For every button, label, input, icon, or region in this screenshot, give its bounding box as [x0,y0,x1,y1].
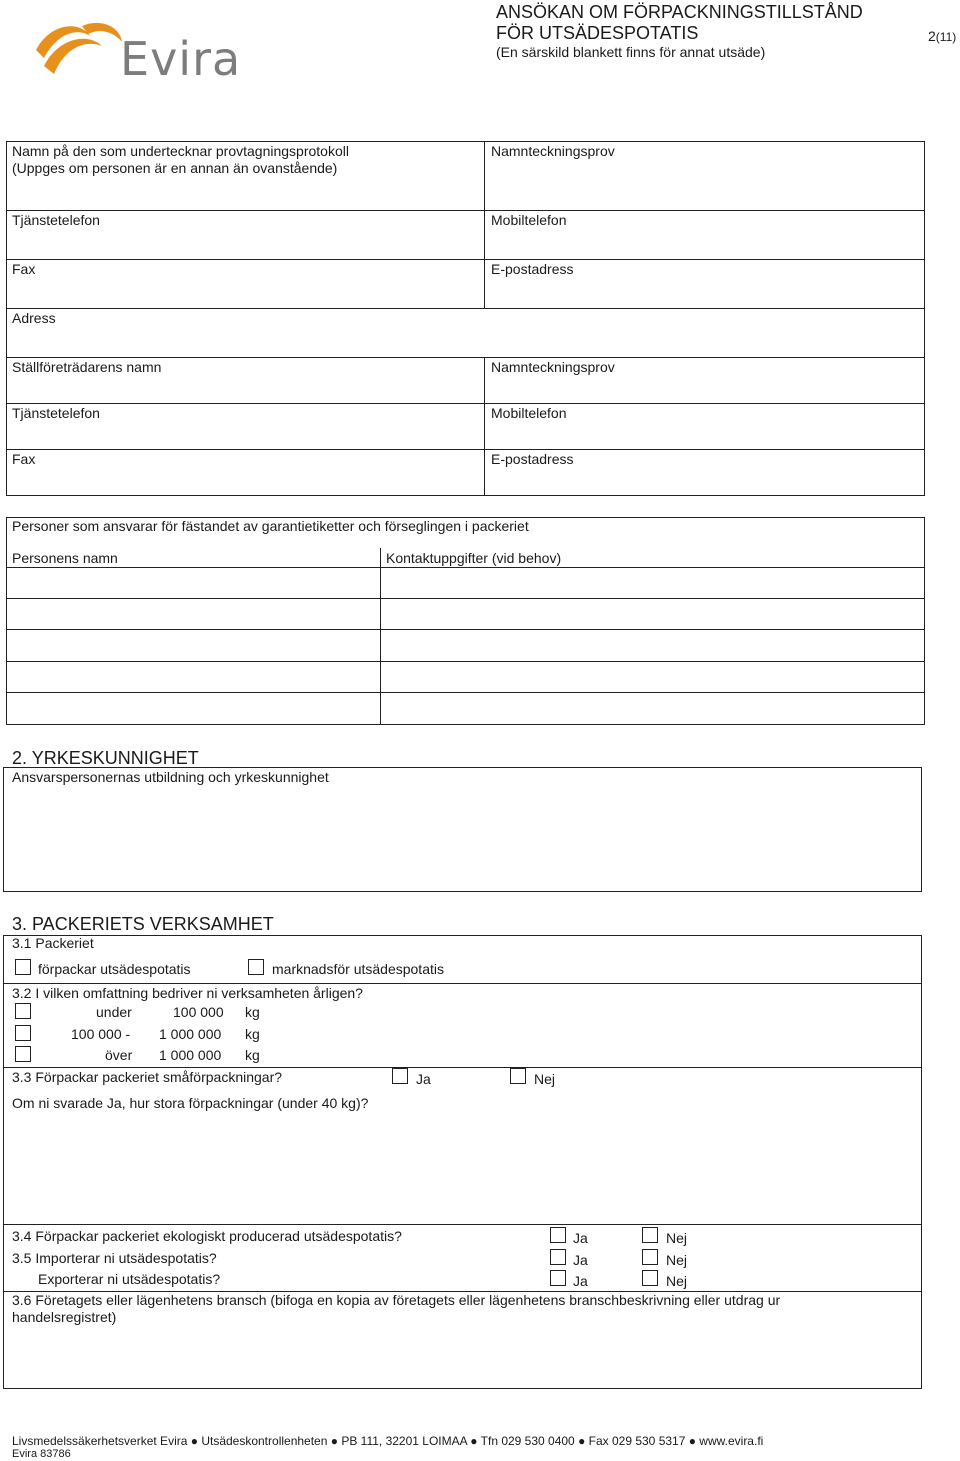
deputy-email-label: E-postadress [491,451,574,467]
q32-under-unit: kg [245,1004,260,1020]
q31-markets-checkbox[interactable] [248,959,264,975]
q32-under-checkbox[interactable] [15,1003,31,1019]
signer-mobile-label: Mobiltelefon [491,212,567,228]
q33-label: 3.3 Förpackar packeriet småförpackningar? [12,1069,283,1085]
q35-export-yes-checkbox[interactable] [550,1270,566,1286]
responsible-row[interactable] [6,692,925,725]
signer-work-phone-label: Tjänstetelefon [12,212,100,228]
form-title-line1: ANSÖKAN OM FÖRPACKNINGSTILLSTÅND [496,2,863,22]
competence-label: Ansvarspersonernas utbildning och yrkeskunnighet [12,769,329,785]
logo-text: Evira [120,32,242,86]
signer-signature-label: Namnteckningsprov [491,143,615,159]
deputy-signature-label: Namnteckningsprov [491,359,615,375]
signer-email-label: E-postadress [491,261,574,277]
deputy-mobile-field[interactable] [485,403,925,449]
q33-yes-label: Ja [416,1071,431,1087]
deputy-name-field[interactable] [6,357,484,403]
signer-name-field[interactable] [6,141,484,210]
q35-export-no-label: Nej [666,1273,688,1289]
q35-import-no-label: Nej [666,1252,688,1268]
deputy-name-label: Ställföreträdarens namn [12,359,162,375]
q32-label: 3.2 I vilken omfattning bedriver ni verksamheten årligen? [12,985,363,1001]
q32-under-label: under [96,1004,132,1020]
signer-fax-label: Fax [12,261,36,277]
responsible-row[interactable] [6,661,925,692]
q32-over-amount: 1 000 000 [159,1047,222,1063]
q34-label: 3.4 Förpackar packeriet ekologiskt producerad utsädespotatis? [12,1228,402,1244]
deputy-email-field[interactable] [485,449,925,496]
q33-followup-label: Om ni svarade Ja, hur stora förpackningar (under 40 kg)? [12,1095,369,1111]
evira-logo-mark [30,18,125,86]
footer-contact: Livsmedelssäkerhetsverket Evira ● Utsädeskontrollenheten ● PB 111, 32201 LOIMAA ● Tfn 029 530 0400 ● Fax 029 530 5317 ● www.evira.fi [12,1434,764,1448]
divider [3,1224,922,1225]
column-header-name: Personens namn [12,550,118,566]
signer-address-label: Adress [12,310,56,326]
q32-over-label: över [105,1047,133,1063]
q34-no-label: Nej [666,1230,688,1246]
section-3-title: 3. PACKERIETS VERKSAMHET [12,914,274,934]
q31-packs-label: förpackar utsädespotatis [38,961,191,977]
q33-no-label: Nej [534,1071,556,1087]
q32-mid-unit: kg [245,1026,260,1042]
q31-packs-checkbox[interactable] [15,959,31,975]
q35-import-yes-checkbox[interactable] [550,1249,566,1265]
form-title-line2: FÖR UTSÄDESPOTATIS [496,23,699,43]
responsible-row[interactable] [6,598,925,629]
q36-label-line1: 3.6 Företagets eller lägenhetens bransch (bifoga en kopia av företagets eller lägenhetens branschbeskrivning eller utdrag ur [12,1292,781,1308]
q31-markets-label: marknadsför utsädespotatis [272,961,444,977]
q32-under-amount: 100 000 [173,1004,224,1020]
divider [3,983,922,984]
q35-export-label: Exporterar ni utsädespotatis? [38,1271,221,1287]
signer-mobile-field[interactable] [485,210,925,259]
column-header-contact: Kontaktuppgifter (vid behov) [386,550,562,566]
deputy-fax-field[interactable] [6,449,484,496]
page-current: 2 [928,28,936,44]
industry-field[interactable] [3,1328,922,1389]
form-subtitle: (En särskild blankett finns för annat utsäde) [496,44,766,60]
signer-name-note: (Uppges om personen är en annan än ovanstående) [12,160,338,176]
page-number [928,28,956,46]
package-size-field[interactable] [3,1114,922,1224]
deputy-work-phone-label: Tjänstetelefon [12,405,100,421]
divider [3,1067,922,1068]
signer-fax-field[interactable] [6,259,484,308]
signer-signature-field[interactable] [485,141,925,210]
responsible-row[interactable] [6,629,925,661]
signer-address-field[interactable] [6,308,925,357]
competence-field[interactable] [3,767,922,892]
q35-export-yes-label: Ja [573,1273,588,1289]
q36-label-line2: handelsregistret) [12,1309,117,1325]
q35-import-yes-label: Ja [573,1252,588,1268]
section-2-title: 2. YRKESKUNNIGHET [12,748,199,768]
page-total: (11) [935,30,957,44]
signer-work-phone-field[interactable] [6,210,484,259]
q32-mid-label: 100 000 - [71,1026,131,1042]
responsible-heading: Personer som ansvarar för fästandet av garantietiketter och förseglingen i packeriet [12,518,529,534]
deputy-work-phone-field[interactable] [6,403,484,449]
q31-label: 3.1 Packeriet [12,935,94,951]
deputy-fax-label: Fax [12,451,36,467]
q35-import-no-checkbox[interactable] [642,1249,658,1265]
q32-over-checkbox[interactable] [15,1046,31,1062]
deputy-mobile-label: Mobiltelefon [491,405,567,421]
q33-no-checkbox[interactable] [510,1068,526,1084]
signer-email-field[interactable] [485,259,925,308]
q35-export-no-checkbox[interactable] [642,1270,658,1286]
q34-yes-label: Ja [573,1230,588,1246]
q34-no-checkbox[interactable] [642,1227,658,1243]
signer-name-label: Namn på den som undertecknar provtagningsprotokoll [12,143,349,159]
q35-import-label: 3.5 Importerar ni utsädespotatis? [12,1250,217,1266]
responsible-row[interactable] [6,567,925,598]
evira-logo [30,18,245,86]
deputy-signature-field[interactable] [485,357,925,403]
q32-mid-amount: 1 000 000 [159,1026,222,1042]
q32-mid-checkbox[interactable] [15,1025,31,1041]
q32-over-unit: kg [245,1047,260,1063]
q34-yes-checkbox[interactable] [550,1227,566,1243]
q33-yes-checkbox[interactable] [392,1068,408,1084]
footer-form-code: Evira 83786 [12,1448,71,1460]
